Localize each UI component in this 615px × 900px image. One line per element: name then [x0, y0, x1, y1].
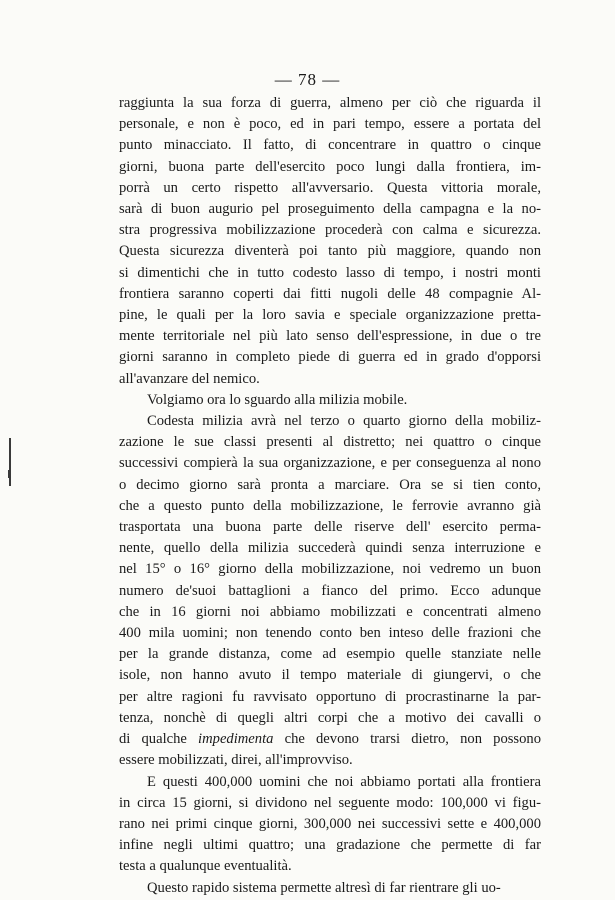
- text-line: stra progressiva mobilizzazione procederà con calma e sicurezza.: [119, 222, 541, 239]
- text-line: zazione le sue classi presenti al distretto; nei quattro o cinque: [119, 434, 541, 451]
- text-line: nel 15° o 16° giorno della mobilizzazione, noi vedremo un buon: [119, 561, 541, 578]
- body-text: [119, 93, 541, 899]
- text-line: in circa 15 giorni, si dividono nel seguente modo: 100,000 vi figu-: [119, 794, 541, 811]
- text-line: giorni saranno in completo piede di guerra ed in grado d'opporsi: [119, 349, 541, 366]
- text-line: sarà di buon augurio pel proseguimento della campagna e la no-: [119, 201, 541, 218]
- paragraph: [119, 390, 541, 411]
- text-line: mente territoriale nel più lato senso dell'espressione, in due o tre: [119, 328, 541, 345]
- text-line: raggiunta la sua forza di guerra, almeno per ciò che riguarda il: [119, 95, 541, 111]
- text-line: o decimo giorno sarà pronta a marciare. Ora se si tien conto,: [119, 476, 541, 493]
- text-line: nente, quello della milizia succederà quindi senza interruzione e: [119, 540, 541, 557]
- text-line: Codesta milizia avrà nel terzo o quarto giorno della mobiliz-: [147, 413, 541, 430]
- text-line: che a questo punto della mobilizzazione, le ferrovie avranno già: [119, 497, 541, 514]
- text-line: numero de'suoi battaglioni a fianco del primo. Ecco adunque: [119, 582, 541, 599]
- text-line: Questa sicurezza diventerà poi tanto più maggiore, quando non: [119, 243, 541, 260]
- text-line: che in 16 giorni noi abbiamo mobilizzati e concentrati almeno: [119, 603, 541, 620]
- text-line: porrà un certo rispetto all'avversario. Questa vittoria morale,: [119, 179, 541, 196]
- text-line: frontiera saranno coperti dai fitti nugoli delle 48 compagnie Al-: [119, 285, 541, 302]
- text-line: per altre ragioni fu ravvisato opportuno di procrastinarne la par-: [119, 688, 541, 705]
- text-line: punto minacciato. Il fatto, di concentrare in quattro o cinque: [119, 137, 541, 154]
- margin-pencil-mark: [9, 438, 11, 486]
- text-line: tenza, nonchè di quegli altri corpi che a motivo dei cavalli o: [119, 709, 541, 726]
- text-line: Questo rapido sistema permette altresì di far rientrare gli uo-: [147, 879, 501, 896]
- text-line: di qualche impedimenta che devono trarsi dietro, non possono: [119, 731, 541, 748]
- text-line: personale, e non è poco, ed in pari tempo, essere a portata del: [119, 116, 541, 133]
- text-line: 400 mila uomini; non tenendo conto ben inteso delle frazioni che: [119, 625, 541, 642]
- text-line: rano nei primi cinque giorni, 300,000 nei successivi sette e 400,000: [119, 815, 541, 832]
- text-line: per la grande distanza, come ad esempio quelle stanziate nelle: [119, 646, 541, 663]
- text-line: si dimentichi che in tutto codesto lasso di tempo, i nostri monti: [119, 264, 541, 281]
- text-line: giorni, buona parte dell'esercito poco lungi dalla frontiera, im-: [119, 158, 541, 175]
- text-line: infine negli ultimi quattro; una gradazione che permette di far: [119, 837, 541, 854]
- text-line: E questi 400,000 uomini che noi abbiamo portati alla frontiera: [147, 773, 541, 790]
- text-line: Volgiamo ora lo sguardo alla milizia mobile.: [147, 391, 408, 408]
- paragraph: [119, 411, 541, 771]
- text-line: successivi compierà la sua organizzazione, e per conseguenza al nono: [119, 455, 541, 472]
- text-line: pine, le quali per la loro savia e speciale organizzazione pretta-: [119, 307, 541, 324]
- italic-term: impedimenta: [198, 731, 274, 748]
- paragraph: [119, 772, 541, 878]
- paragraph: [119, 93, 541, 390]
- text-line: all'avanzare del nemico.: [119, 370, 260, 387]
- text-line: isole, non hanno avuto il tempo materiale di giungervi, o che: [119, 667, 541, 684]
- page-number: — 78 —: [274, 70, 341, 89]
- paragraph: [119, 878, 541, 899]
- text-line: testa a qualunque eventualità.: [119, 858, 292, 875]
- text-line: essere mobilizzati, direi, all'improvviso.: [119, 752, 353, 769]
- text-line: trasportata una buona parte delle riserve dell' esercito perma-: [119, 519, 541, 536]
- margin-pencil-tick: [8, 470, 10, 478]
